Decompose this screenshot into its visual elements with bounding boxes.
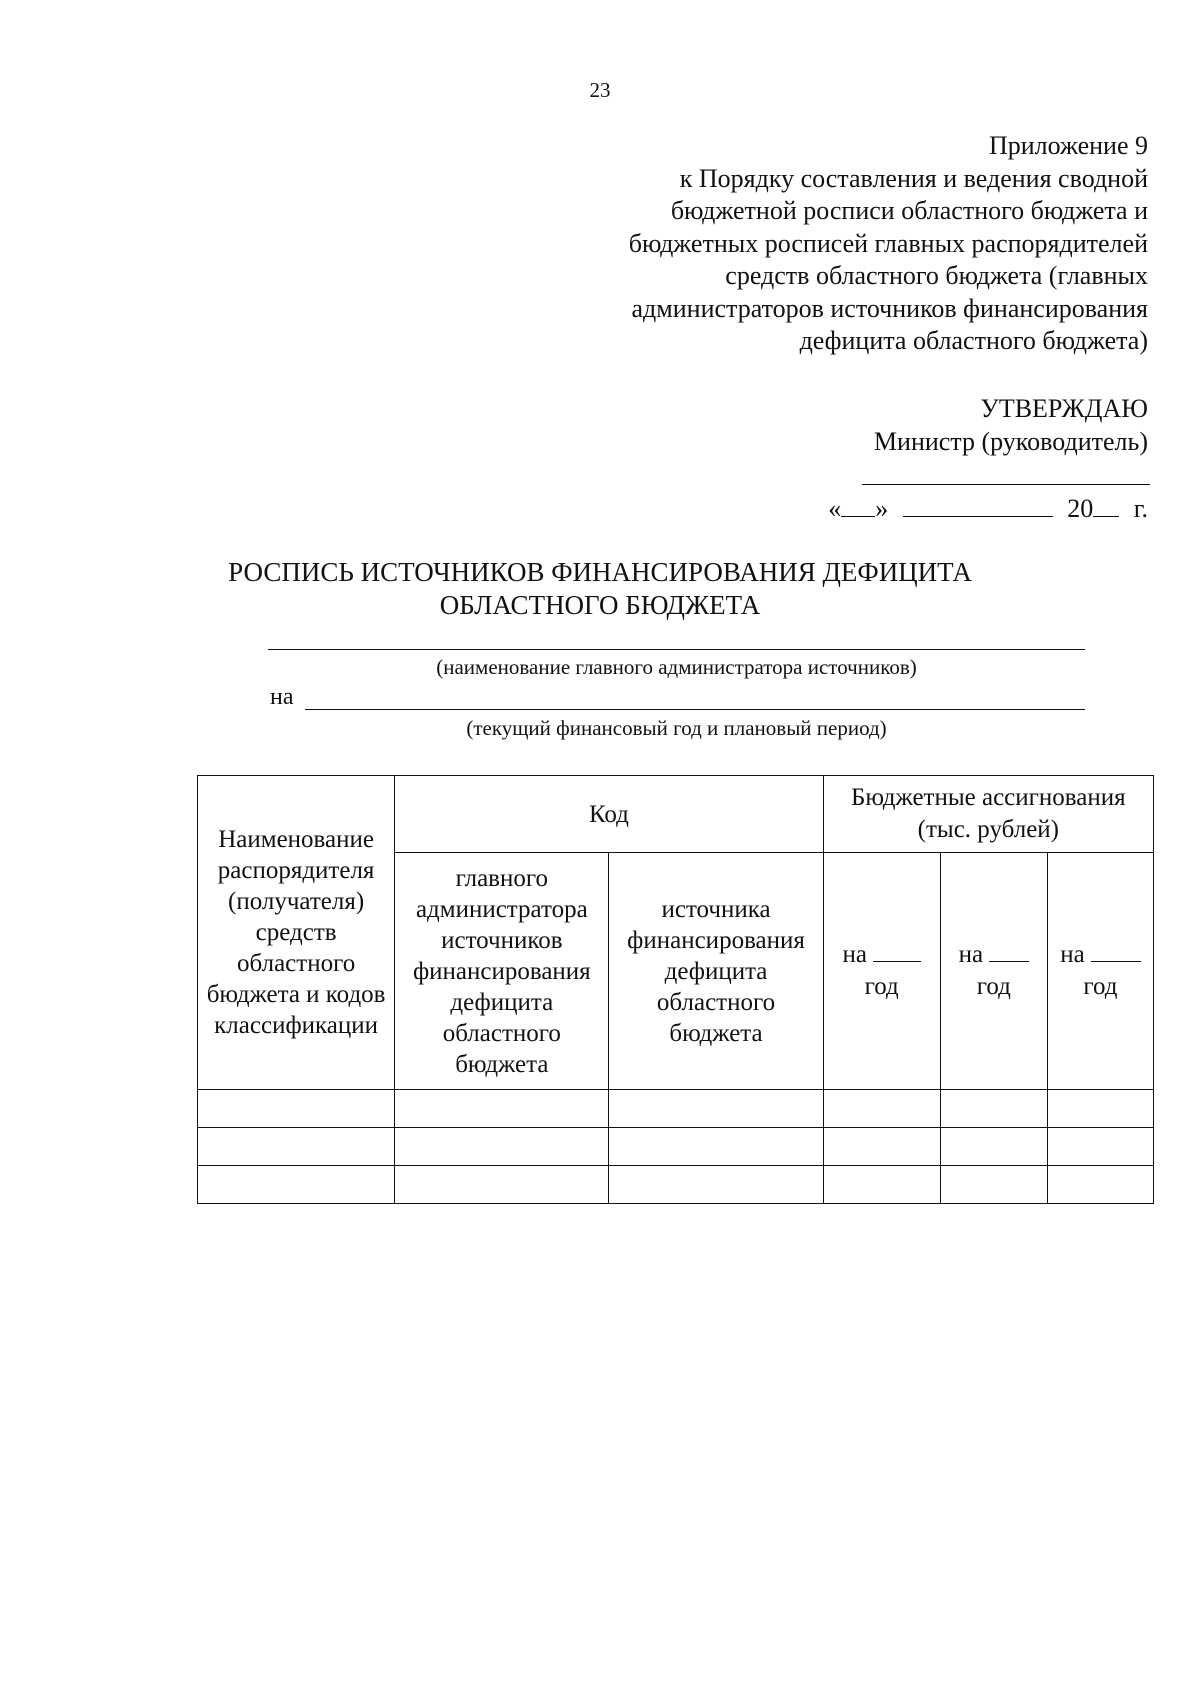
table-cell[interactable] <box>940 1128 1047 1166</box>
title-line: РОСПИСЬ ИСТОЧНИКОВ ФИНАНСИРОВАНИЯ ДЕФИЦИТА <box>228 557 972 587</box>
year-suffix-label: год <box>1083 973 1118 1000</box>
table-cell[interactable] <box>395 1128 609 1166</box>
approval-position: Министр (руководитель) <box>873 427 1148 456</box>
approval-heading: УТВЕРЖДАЮ <box>980 394 1148 423</box>
header-budget-allocations: Бюджетные ассигнования (тыс. рублей) <box>823 776 1153 853</box>
year-blank <box>1093 496 1119 517</box>
sources-roster-table <box>197 775 1154 1204</box>
table-row <box>198 1166 1154 1204</box>
header-year-1 <box>823 853 940 1090</box>
table-cell[interactable] <box>395 1090 609 1128</box>
table-cell[interactable] <box>609 1090 823 1128</box>
approval-block <box>648 392 1148 458</box>
year-suffix-label: год <box>864 973 899 1000</box>
table-cell[interactable] <box>609 1128 823 1166</box>
table-cell[interactable] <box>823 1128 940 1166</box>
appendix-reference <box>508 130 1148 358</box>
appendix-line: бюджетной росписи областного бюджета и <box>670 196 1148 225</box>
period-line <box>305 709 1085 710</box>
appendix-line: средств областного бюджета (главных <box>725 261 1148 290</box>
table-header-row <box>198 776 1154 853</box>
appendix-line: бюджетных росписей главных распорядителей <box>628 228 1148 258</box>
header-code-source: источника финансирования дефицита областного бюджета <box>609 853 823 1090</box>
table-row <box>198 1090 1154 1128</box>
year-prefix: 20 <box>1067 494 1094 523</box>
appendix-line: Приложение 9 <box>988 131 1148 160</box>
table-cell[interactable] <box>940 1166 1047 1204</box>
header-year-2 <box>940 853 1047 1090</box>
date-close-quote: » <box>875 494 889 523</box>
period-prefix: на <box>270 684 294 710</box>
header-recipient-name: Наименование распорядителя (получателя) средств областного бюджета и кодов классификации <box>198 776 395 1090</box>
year-blank <box>989 943 1029 962</box>
title-line: ОБЛАСТНОГО БЮДЖЕТА <box>439 590 761 620</box>
table-cell[interactable] <box>940 1090 1047 1128</box>
signature-line <box>862 484 1150 485</box>
table-cell[interactable] <box>823 1166 940 1204</box>
admin-name-line <box>268 649 1085 650</box>
header-code: Код <box>395 776 823 853</box>
header-code-admin: главного администратора источников финансирования дефицита областного бюджета <box>395 853 609 1090</box>
date-open-quote: « <box>828 494 842 523</box>
appendix-line: дефицита областного бюджета) <box>799 326 1148 355</box>
page-number: 23 <box>589 78 611 102</box>
appendix-line: к Порядку составления и ведения сводной <box>679 163 1148 193</box>
appendix-line: администраторов источников финансирования <box>631 293 1148 323</box>
table-cell[interactable] <box>1047 1166 1153 1204</box>
table-cell[interactable] <box>395 1166 609 1204</box>
table-cell[interactable] <box>1047 1090 1153 1128</box>
year-prefix-label: на <box>1060 941 1085 968</box>
day-blank <box>841 496 875 517</box>
year-prefix-label: на <box>842 941 867 968</box>
year-suffix: г. <box>1133 494 1148 523</box>
year-prefix-label: на <box>958 941 984 968</box>
year-suffix-label: год <box>976 973 1011 1000</box>
period-caption: (текущий финансовый год и плановый период) <box>466 716 887 740</box>
table-cell[interactable] <box>198 1128 395 1166</box>
admin-name-caption: (наименование главного администратора источников) <box>436 655 917 679</box>
year-blank <box>1091 943 1141 962</box>
table-cell[interactable] <box>823 1090 940 1128</box>
approval-date <box>828 494 1148 524</box>
table-cell[interactable] <box>198 1090 395 1128</box>
year-blank <box>873 943 921 962</box>
table-row <box>198 1128 1154 1166</box>
table-cell[interactable] <box>609 1166 823 1204</box>
table-cell[interactable] <box>198 1166 395 1204</box>
header-year-3 <box>1047 853 1153 1090</box>
table-cell[interactable] <box>1047 1128 1153 1166</box>
document-title <box>0 556 1200 622</box>
month-blank <box>903 496 1053 517</box>
